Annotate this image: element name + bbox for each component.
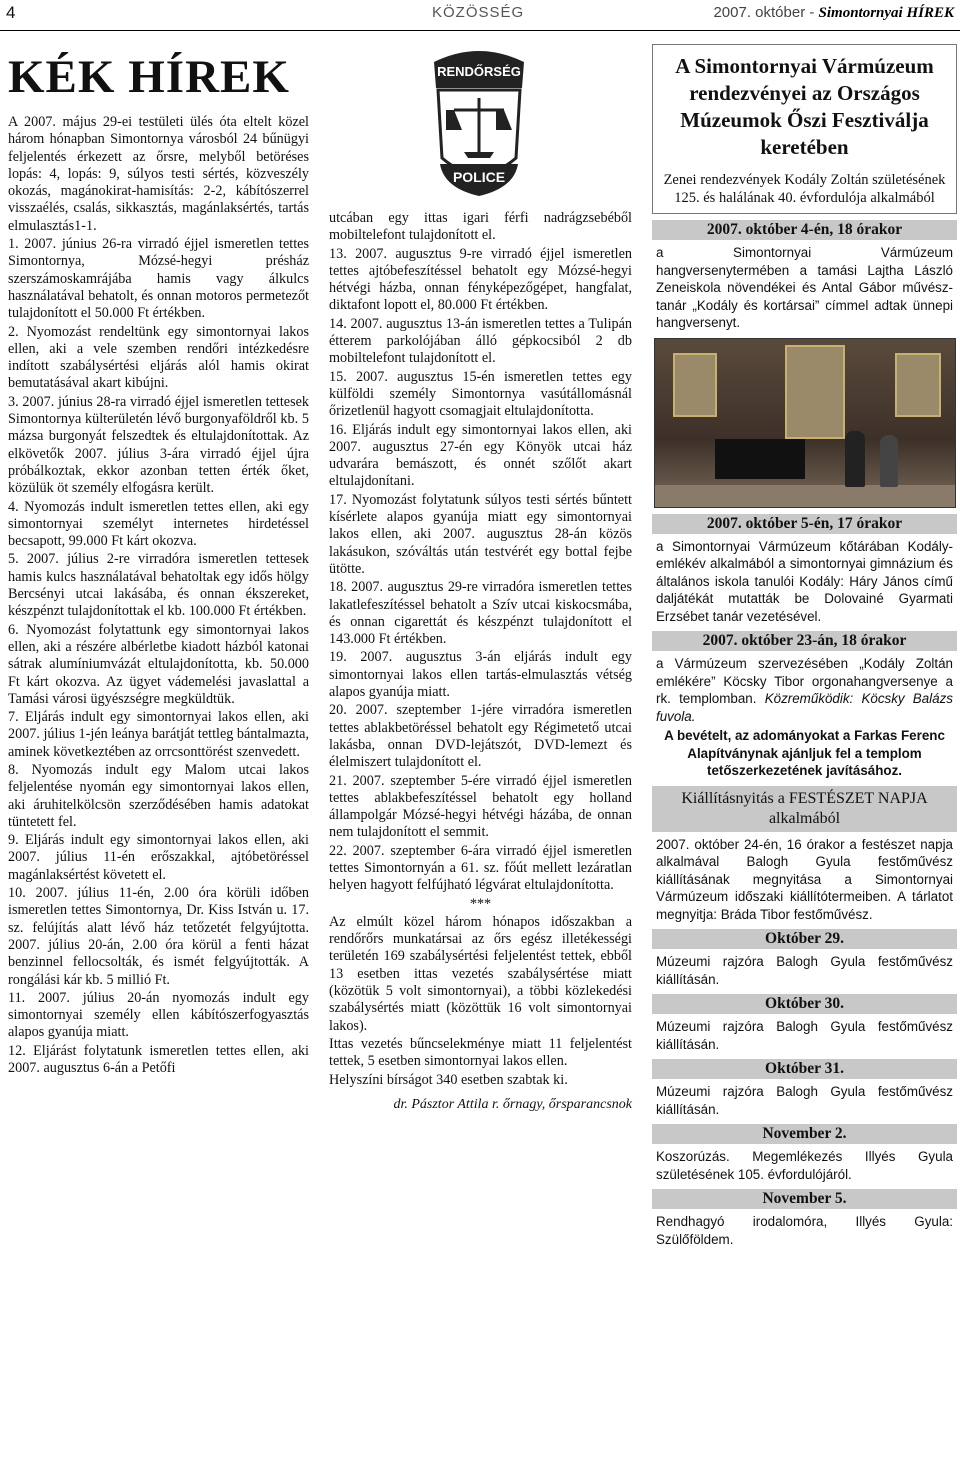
paragraph: 8. Nyomozás indult egy Malom utcai lakos feljelentése nyomán egy simontornyai lakos ellen, aki áruhitelkölcsön szerződésében hamis adatokat tüntetett fel. [8, 761, 309, 830]
issue-date: 2007. október - Simontornyai HÍREK [713, 4, 954, 21]
painting-right [895, 353, 941, 417]
paragraph: 20. 2007. szeptember 1-jére virradóra ismeretlen tettes ablakbetöréssel behatolt egy Régimetető utcai lakásba, onnan DVD-lejátszót, DVD-lemezt és élelmiszert tulajdonított el. [329, 702, 632, 771]
page-header [0, 0, 960, 31]
paragraph: 5. 2007. július 2-re virradóra ismeretlen tettesek hamis kulcs használatával behatoltak egy idős hölgy Bercsényi utcai lakásába, és onnan ékszereket, készpénzt tulajdonítottak el kb. 100.000 Ft értékben. [8, 551, 309, 620]
painting-center [785, 345, 845, 439]
section-name: KÖZÖSSÉG [432, 4, 525, 21]
paragraph: utcában egy ittas igari férfi nadrágzsebéből mobiltelefont tulajdonított el. [329, 210, 632, 244]
author-signature: dr. Pásztor Attila r. őrnagy, őrsparancsnok [393, 1096, 632, 1112]
paragraph: 22. 2007. szeptember 6-ára virradó éjjel ismeretlen tettes Simontornyán a 61. sz. főút mellett lezáratlan helyen hagyott felfújható légvárat eltulajdonította. [329, 842, 632, 894]
sidebar-title-box [652, 44, 957, 214]
badge-bottom-text: POLICE [452, 169, 506, 185]
day-bar: Október 29. [652, 929, 957, 949]
paragraph: 10. 2007. július 11-én, 2.00 óra körüli időben ismeretlen tettes Simontornya, Dr. Kiss István u. 17. sz. felújítás alatt lévő ház tetőzetét felgyújtotta. 2007. július 20-án, 2.00 óra körül a fenti házat benzinnel fellocsolták, és ismét felgyújtották. A rongálási kár kb. 5 millió Ft. [8, 885, 309, 988]
day-bar: November 2. [652, 1124, 957, 1144]
article-body-2 [329, 210, 632, 1089]
paragraph: 15. 2007. augusztus 15-én ismeretlen tettes egy külföldi személy Simontornya vasútállomásnál őrizetlenül hagyott csomagjait eltulajdonította. [329, 368, 632, 420]
stage-floor [655, 485, 955, 507]
exhibition-title: Kiállításnyitás a FESTÉSZET NAPJA alkalmából [652, 786, 957, 832]
police-badge-icon [424, 40, 534, 200]
paragraph: 12. Eljárást folytatunk ismeretlen tettes ellen, aki 2007. augusztus 6-án a Petőfi [8, 1042, 309, 1077]
sidebar-title: A Simontornyai Vármúzeum rendezvényei az Országos Múzeumok Őszi Fesztiválja keretében [675, 54, 934, 159]
sidebar-column [652, 44, 957, 1248]
exhibition-text: 2007. október 24-én, 16 órakor a festészet napja alkalmával Balogh Gyula festőművész kiállításának megnyitása a Simontornyai Vármúzeum időszaki kiállítótermeiben. A tárlatot megnyitja: Bráda Tibor festőművész. [656, 836, 953, 922]
paragraph: 14. 2007. augusztus 13-án ismeretlen tettes a Tulipán étterem parkolójában álló gépkocsiból 2 db mobiltelefont tulajdonított el. [329, 315, 632, 367]
day-text: Múzeumi rajzóra Balogh Gyula festőművész kiállításán. [656, 1084, 953, 1117]
paragraph: 1. 2007. június 26-ra virradó éjjel ismeretlen tettes Simontornya, Mózsé-hegyi présház szerszámoskamrájába hamis vagy álkulcs használatával behatolt, és onnan motoros permetezőt tulajdonított el 50.000 Ft értékben. [8, 236, 309, 322]
day-bar: Október 31. [652, 1059, 957, 1079]
paragraph: Az elmúlt közel három hónapos időszakban a rendőrőrs munkatársai az őrs egész illetékességi területén 169 szabálysértési feljelentést tettek, ebből 13 esetben ittas vezetés szabálysértése miatt (közötük 5 volt simontornyai), a többi közlekedési szabálysértés miatt (közöttük 16 volt simontornyai lakos). [329, 913, 632, 1034]
paragraph: 2. Nyomozást rendeltünk egy simontornyai lakos ellen, aki a vele szemben rendőri intézkedésre indított szabálysértési eljárás alól hamis okirat bemutatásával akart kibújni. [8, 323, 309, 392]
article-column-1 [8, 52, 309, 1078]
day-text: Rendhagyó irodalomóra, Illyés Gyula: Szülőföldem. [656, 1214, 953, 1247]
paragraph: 9. Eljárás indult egy simontornyai lakos ellen, aki 2007. július 11-én erőszakkal, ajtóbetöréssel magánlaksértést követett el. [8, 832, 309, 883]
performer [880, 435, 898, 487]
event-date-bar: 2007. október 4-én, 18 órakor [652, 220, 957, 240]
page-number: 4 [6, 3, 16, 22]
paragraph: Ittas vezetés bűncselekménye miatt 11 feljelentést tettek, 5 esetben simontornyai lakos ellen. [329, 1035, 632, 1070]
separator: *** [469, 895, 492, 912]
event-date-bar: 2007. október 5-én, 17 órakor [652, 514, 957, 534]
police-badge [329, 40, 632, 210]
paragraph: 11. 2007. július 20-án nyomozás indult egy simontornyai személy ellen kábítószerfogyasztás alapos gyanúja miatt. [8, 989, 309, 1041]
painting-left [673, 353, 717, 417]
badge-top-text: RENDŐRSÉG [437, 64, 521, 79]
publication-name: Simontornyai HÍREK [818, 5, 954, 21]
piano [715, 439, 805, 479]
day-text: Múzeumi rajzóra Balogh Gyula festőművész kiállításán. [656, 1019, 953, 1052]
paragraph: 21. 2007. szeptember 5-ére virradó éjjel ismeretlen tettes ablakbefeszítéssel behatolt egy holland állampolgár Mózsé-hegyi hétvégi házába, de onnan nem tulajdonított el semmit. [329, 772, 632, 841]
event-text: a Vármúzeum szervezésében „Kodály Zoltán emlékére” Köcsky Tibor orgonahangversenye a rk. templomban. Közreműködik: Köcsky Balázs fuvola. [656, 656, 953, 724]
paragraph: 18. 2007. augusztus 29-re virradóra ismeretlen tettes lakatlefeszítéssel behatolt a Szív utcai kiskocsmába, és onnan cigarettát és készpénzt tulajdonított el 143.000 Ft értékben. [329, 579, 632, 648]
concert-photo [654, 338, 956, 508]
day-text: Múzeumi rajzóra Balogh Gyula festőművész kiállításán. [656, 954, 953, 987]
event-donation-note: A bevételt, az adományokat a Farkas Ferenc Alapítványnak ajánljuk fel a templom tetőszerkezetének javításához. [664, 728, 945, 778]
paragraph: A 2007. május 29-ei testületi ülés óta eltelt közel három hónapban Simontornya városból 24 bűnügyi feljelentés érkezett az őrsre, melyből betöréses lopás: 4, lopás: 9, súlyos testi sértés, közveszély okozás, magánokirat-hamisítás: 2-2, kábítószerrel visszaélés, csalás, sikkasztás, magánlaksértés, tartás elmulasztás1-1. [8, 114, 309, 234]
paragraph: 19. 2007. augusztus 3-án eljárás indult egy simontornyai lakos ellen tartás-elmulasztás vétség alapos gyanúja miatt. [329, 649, 632, 701]
day-bar: November 5. [652, 1189, 957, 1209]
paragraph: 7. Eljárás indult egy simontornyai lakos ellen, aki 2007. július 1-jén leánya barátját tettleg bántalmazta, aminek következtében az orrcsonttörést szenvedett. [8, 709, 309, 760]
paragraph: 13. 2007. augusztus 9-re virradó éjjel ismeretlen tettes ajtóbefeszítéssel behatolt egy Mózsé-hegyi hétvégi házba, onnan fényképezőgépet, hangfalat, diktafont lopott el, 80.000 Ft értékben. [329, 245, 632, 314]
article-column-2 [329, 40, 632, 1113]
article-title: KÉK HÍREK [8, 51, 290, 103]
paragraph: 17. Nyomozást folytatunk súlyos testi sértés bűntett kísérlete alapos gyanúja miatt egy simontornyai lakos ellen, aki 2007. augusztus 28-án közös lakásukon, szóváltás után testvérét egy bottal fejbe ütötte. [329, 491, 632, 577]
paragraph: 16. Eljárás indult egy simontornyai lakos ellen, aki 2007. augusztus 27-én egy Könyök utcai ház udvarára bemászott, és onnét szőlőt akart eltulajdonítani. [329, 421, 632, 490]
day-text: Koszorúzás. Megemlékezés Illyés Gyula születésének 105. évfordulójáról. [656, 1149, 953, 1182]
paragraph: 6. Nyomozást folytattunk egy simontornyai lakos ellen, aki a részére albérletbe kiadott házból katonai sátrak alumíniumvázát eltulajdonította, kb. 50.000 Ft kárt okozva. Az ügyet vádemelési javaslattal a Tamási városi ügyészségre megküldtük. [8, 621, 309, 707]
paragraph: Helyszíni bírságot 340 esetben szabtak ki. [329, 1071, 568, 1088]
event-text: a Simontornyai Vármúzeum hangversenytermében a tamási Lajtha László Zeneiskola növendékei és Antal Gábor művész-tanár „Kodály és kortársai” címmel adtak ünnepi hangversenyt. [656, 245, 953, 330]
event-credit: Közreműködik: Köcsky Balázs fuvola. [656, 691, 953, 724]
day-bar: Október 30. [652, 994, 957, 1014]
event-date-bar: 2007. október 23-án, 18 órakor [652, 631, 957, 651]
sidebar-subtitle: Zenei rendezvények Kodály Zoltán születésének 125. és halálának 40. évfordulója alkalmából [663, 172, 946, 206]
performer [845, 431, 865, 487]
paragraph: 3. 2007. június 28-ra virradó éjjel ismeretlen tettesek Simontornya külterületén lévő burgonyaföldről kb. 5 mázsa burgonyát felszedtek és eltulajdonítottak. Az elkövetők 2007. július 3-ára virradó éjjel újra próbálkoztak, ekkor azonban tetten érték őket, közülük öt személy elfogásra került. [8, 393, 309, 497]
event-text: a Simontornyai Vármúzeum kőtárában Kodály-emlékév alkalmából a simontornyai gimnázium és általános iskola tanulói Kodály: Háry János című daljátékát mutatták be Dolovainé Gyarmati Erzsébet tanár vezetésével. [656, 538, 953, 624]
article-body-1 [8, 114, 309, 1077]
paragraph: 4. Nyomozás indult ismeretlen tettes ellen, aki egy simontornyai személyt internetes hirdetéssel becsapott, 99.000 Ft kárt okozva. [8, 498, 309, 550]
